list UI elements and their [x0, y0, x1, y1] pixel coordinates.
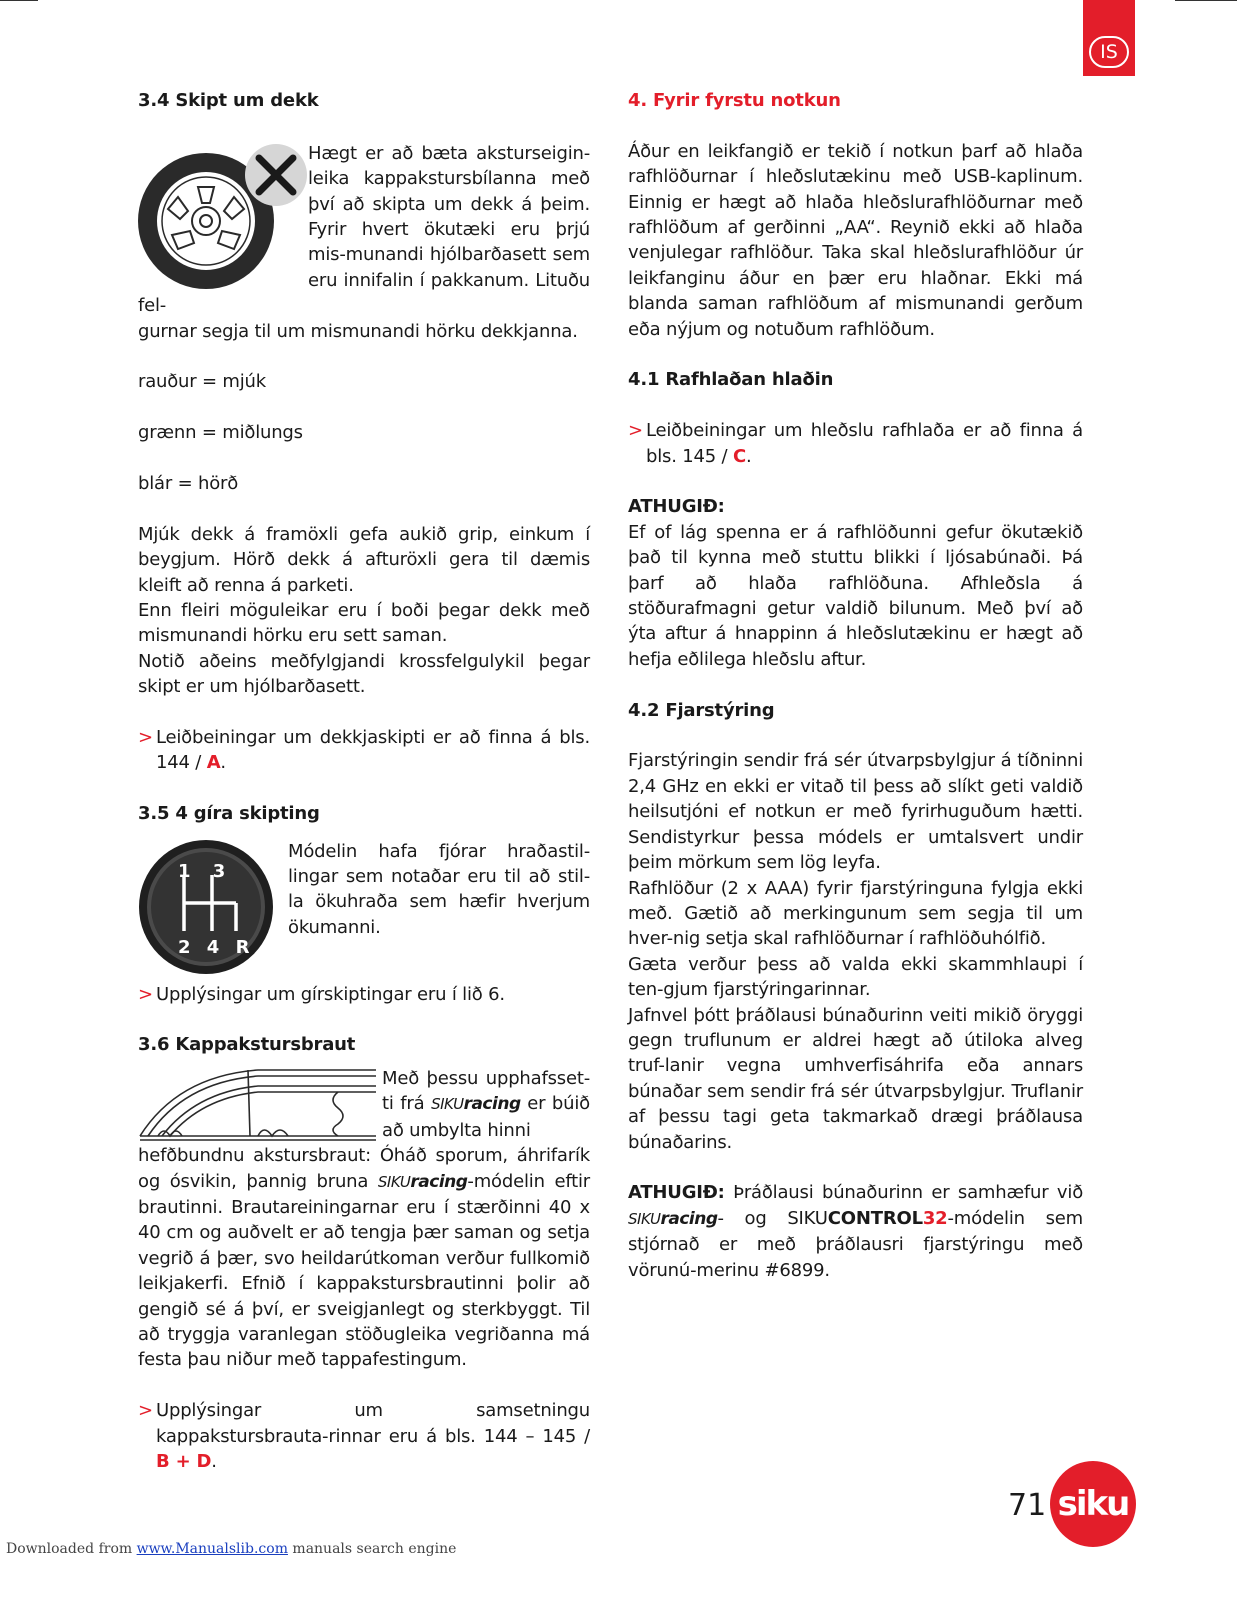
download-footer: Downloaded from www.Manualslib.com manuals search engine [6, 1541, 457, 1557]
gear-top-labels: 1 3 [178, 860, 234, 882]
reference-text: Leiðbeiningar um hleðslu rafhlaða er að finna á bls. 145 / [646, 420, 1083, 467]
section-3-4-paragraph-3: Notið aðeins meðfylgjandi krossfelgulykil þegar skipt er um hjólbarðasett. [138, 650, 590, 698]
section-4-2-paragraph-3: Gæta verður þess að valda ekki skammhlaupi í ten-gjum fjarstýringarinnar. [628, 953, 1083, 1001]
racing-brand-text: racing [463, 1094, 521, 1115]
section-3-4-reference: > Leiðbeiningar um dekkjaskipti er að finna á bls. 144 / A. [138, 727, 590, 774]
tire-color-red: rauður = mjúk [138, 371, 266, 393]
tire-figure [138, 139, 308, 289]
bullet-arrow-icon: > [138, 727, 153, 749]
crop-mark-left [0, 0, 38, 1]
reference-letter: A [206, 752, 221, 774]
control-32-text: 32 [922, 1207, 948, 1229]
page-number: 71 [1008, 1488, 1047, 1523]
siku-logo: siku [1050, 1461, 1136, 1547]
section-3-6-title: 3.6 Kappakstursbraut [138, 1034, 356, 1056]
section-3-4-intro-rest: gurnar segja til um mismunandi hörku dekkjanna. [138, 320, 578, 342]
racing-brand-text: racing [410, 1171, 468, 1192]
bullet-arrow-icon: > [138, 1400, 153, 1422]
siku-brand-text: SIKU [431, 1095, 464, 1114]
section-4-title: 4. Fyrir fyrstu notkun [628, 90, 841, 111]
section-3-4-paragraph-2: Enn fleiri möguleikar eru í boði þegar dekk með mismunandi hörku eru sett saman. [138, 600, 590, 647]
racing-brand-text: racing [660, 1208, 718, 1229]
race-track-figure [138, 1066, 382, 1142]
reference-text: Upplýsingar um gírskiptingar eru í lið 6. [156, 983, 505, 1005]
section-3-4-intro: Hægt er að bæta aksturseigin-leika kappakstursbílanna með því að skipta um dekk á þeim. Fyrir hvert ökutæki eru þrjú mis-munandi hjólbarðasett sem eru innifalin í pakkanum. Lituðu fel- [138, 142, 590, 317]
siku-brand-text: SIKU [628, 1209, 661, 1228]
gear-bottom-labels: 2 4 R [178, 936, 255, 958]
siku-brand-text: SIKU [377, 1172, 411, 1191]
section-3-4-title: 3.4 Skipt um dekk [138, 90, 319, 111]
section-3-4-paragraph-1: Mjúk dekk á framöxli gefa aukið grip, einkum í beygjum. Hörð dekk á afturöxli gera til dæmis kleift að renna á parketi. [138, 523, 590, 596]
note-1-text: Ef of lág spenna er á rafhlöðunni gefur ökutækið það til kynna með stuttu blikki í ljósabúnaði. Þá þarf að hlaða rafhlöðuna. Afhleðsla á stöðurafmagni getur valdið bilunum. Með því að ýta aftur á hnappinn á hleðslutækinu er hægt að hefja eðlilega hleðslu aftur. [628, 521, 1083, 670]
section-4-1-title: 4.1 Rafhlaðan hlaðin [628, 369, 834, 391]
section-3-5-text: Módelin hafa fjórar hraðastil-lingar sem notaðar eru til að stil-la ökuhraða sem hæfir hverjum ökumanni. [288, 840, 590, 938]
section-3-6-wrap: Með þessu upphafsset-ti frá SIKUracing er búið að umbylta hinni [382, 1067, 590, 1141]
language-badge: IS [1089, 36, 1129, 68]
section-4-2-paragraph-4: Jafnvel þótt þráðlausi búnaðurinn veiti mikið öryggi gegn truflunum er aldrei hægt að útiloka alveg truf-lanir vegna umhverfisáhrifa eða annars búnaðar sem sendir frá sér útvarpsbylgjur. Truflanir af þessu tagi geta takmarkað drægi þráðlausa búnaðarins. [628, 1004, 1083, 1153]
bullet-arrow-icon: > [138, 983, 153, 1005]
reference-letter: B + D [156, 1450, 212, 1472]
section-3-6-reference: > Upplýsingar um samsetningu kappakstursbrauta-rinnar eru á bls. 144 – 145 / B + D. [138, 1400, 590, 1472]
note-1-label: ATHUGIÐ: [628, 496, 725, 518]
race-track-icon [138, 1066, 378, 1142]
section-4-2-title: 4.2 Fjarstýring [628, 699, 775, 721]
section-3-5-reference [138, 982, 590, 1007]
crop-mark-right [1175, 0, 1237, 1]
gearshift-figure [138, 839, 288, 974]
section-4-paragraph: Áður en leikfangið er tekið í notkun þarf að hlaða rafhlöðurnar í hleðslutækinu með USB-kaplinum. Einnig er hægt að hlaða hleðslurafhlöðurnar með rafhlöðum af gerðinni „AA“. Reynið ekki að hlaða venjulegar rafhlöður. Taka skal hleðslurafhlöður úr leikfanginu áður en þær eru hlaðnar. Ekki má blanda saman rafhlöðum af mismunandi gerðum eða nýjum og notuðum rafhlöðum. [628, 140, 1083, 340]
right-column [628, 88, 1083, 1283]
reference-text: Upplýsingar um samsetningu kappakstursbrauta-rinnar eru á bls. 144 – 145 / [156, 1400, 590, 1447]
note-2: ATHUGIÐ: Þráðlausi búnaðurinn er samhæfur við SIKUracing- og SIKUCONTROL32-módelin sem stjórnað er með þráðlausri fjarstýringu með vörunú-merinu #6899. [628, 1182, 1084, 1281]
reference-letter: C [732, 445, 746, 467]
reference-text: Leiðbeiningar um dekkjaskipti er að finna á bls. 144 / [156, 727, 590, 774]
left-column [138, 88, 590, 1474]
section-3-6-text: hefðbundnu akstursbraut: Óháð sporum, áhrifarík og ósvikin, þannig bruna SIKUracing-módelin eftir brautinni. Brautareiningarnar eru í stærðinni 40 x 40 cm og auðvelt er að tengja þær saman og setja vegrið á þær, svo heildarútkoman verður fullkomið leikjakerfi. Efnið í kappakstursbrautinni þolir að gengið sé á því, er sveigjanlegt og sterkbyggt. Til að tryggja varanlegan stöðugleika vegriðanna má festa þau niður með tappafestingum. [138, 1145, 590, 1371]
section-4-2-paragraph-2: Rafhlöður (2 x AAA) fyrir fjarstýringuna fylgja ekki með. Gætið að merkingunum sem segja til um hver-nig setja skal rafhlöðurnar í rafhlöðuhólfið. [628, 877, 1083, 950]
manualslib-link[interactable]: www.Manualslib.com [136, 1541, 288, 1557]
tire-color-blue: blár = hörð [138, 473, 239, 495]
control-brand-text: CONTROL [827, 1207, 923, 1229]
section-4-1-reference: > Leiðbeiningar um hleðslu rafhlaða er að finna á bls. 145 / C. [628, 420, 1083, 467]
tire-wheel-icon [138, 139, 308, 289]
section-3-5-title: 3.5 4 gíra skipting [138, 803, 320, 825]
tire-color-green: grænn = miðlungs [138, 422, 303, 444]
section-4-2-paragraph-1: Fjarstýringin sendir frá sér útvarpsbylgjur á tíðninni 2,4 GHz en ekki er vitað til þess að slíkt geti valdið heilsutjóni ef notkun er með fyrirhuguðum hætti. Sendistyrkur þessa módels er umtalsvert undir þeim mörkum sem lög leyfa. [628, 750, 1083, 874]
bullet-arrow-icon: > [628, 420, 643, 442]
note-2-label: ATHUGIÐ: [628, 1182, 725, 1204]
